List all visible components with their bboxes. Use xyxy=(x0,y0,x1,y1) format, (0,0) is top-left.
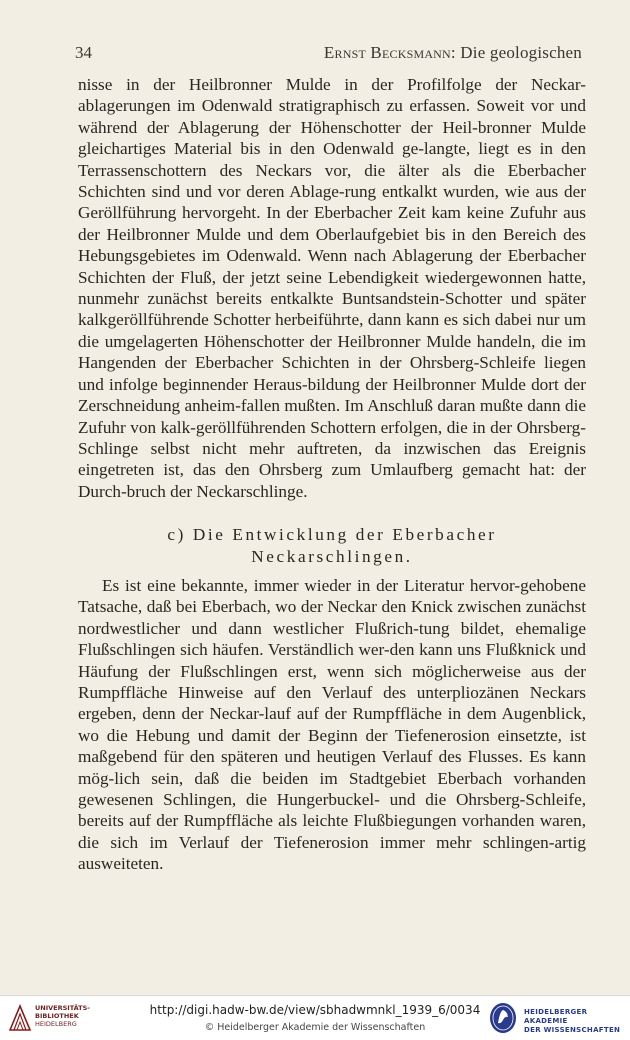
paragraph-continued: nisse in der Heilbronner Mulde in der Profilfolge der Neckar-ablagerungen im Odenwald stratigraphisch zu erfassen. Soweit vor und während der Ablagerung der Höhenschotter der Heil-bronner Mulde gleichartiges Material bis in den Odenwald ge-langte, liegt es in den Terrassenschottern des Neckars vor, die älter als die Eberbacher Schichten sind und vor deren Ablage-rung entkalkt wurden, wie aus der Geröllführung hervorgeht. In der Eberbacher Zeit kam keine Zufuhr aus der Heilbronner Mulde und dem Oberlaufgebiet bis in den Bereich des Hebungsgebietes im Odenwald. Wenn nach Ablagerung der Eberbacher Schichten der Fluß, der jetzt seine Lebendigkeit wiedergewonnen hatte, nunmehr zunächst bereits entkalkte Buntsandstein-Schotter und später kalkgeröllführende Schotter herbeiführte, dann kann es sich dabei nur um die umgelagerten Höhenschotter der Heilbronner Mulde handeln, die im Hangenden der Eberbacher Schichten in der Ohrsberg-Schleife liegen und infolge beginnender Heraus-bildung der Heilbronner Mulde dort der Zerschneidung anheim-fallen mußten. Im Anschluß daran mußte dann die Zufuhr von kalk-geröllführenden Schottern erfolgen, die in der Ohrsberg-Schlinge selbst nicht mehr auftreten, da inzwischen das Ereignis eingetreten ist, das den Ohrsberg zum Umlaufberg gemacht hat: der Durch-bruch der Neckarschlinge. xyxy=(78,75,586,501)
copyright-notice: © Heidelberger Akademie der Wissenschaften xyxy=(204,1022,426,1033)
running-head xyxy=(324,43,582,63)
body-text xyxy=(78,74,586,875)
academy-name: HEIDELBERGER AKADEMIE DER WISSENSCHAFTEN xyxy=(524,1008,621,1034)
running-head-author: Ernst Becksmann xyxy=(323,43,451,62)
viewer-footer xyxy=(0,995,630,1040)
section-heading-line-2: Neckarschlingen. xyxy=(251,546,413,566)
page-number: 34 xyxy=(75,43,92,62)
academy-seal-icon[interactable] xyxy=(488,1001,518,1035)
section-heading-line-1: c) Die Entwicklung der Eberbacher xyxy=(167,525,497,545)
section-heading xyxy=(78,524,586,567)
running-head-title: : Die geologischen xyxy=(450,43,582,62)
document-url-link[interactable]: http://digi.hadw-bw.de/view/sbhadwmnkl_1939_6/0034 xyxy=(149,1003,481,1017)
university-library-name: UNIVERSITÄTS- BIBLIOTHEK HEIDELBERG xyxy=(35,1004,90,1028)
paragraph: Es ist eine bekannte, immer wieder in der Literatur hervor-gehobene Tatsache, daß bei Eberbach, wo der Neckar den Knick zwischen zunächst nordwestlicher und dann westlicher Flußrich-tung bildet, ehemalige Flußschlingen sich häufen. Verständlich wer-den kann uns Flußknick und Häufung der Flußschlingen erst, wenn sich möglicherweise aus der Rumpffläche Hinweise auf den Verlauf des unterpliozänen Neckars ergeben, denn der Neckar-lauf auf der Rumpffläche in dem Augenblick, wo die Hebung und damit der Beginn der Tiefenerosion einsetzte, ist maßgebend für den späteren und heutigen Verlauf des Flusses. Es kann mög-lich sein, daß die beiden im Stadtgebiet Eberbach vorhanden gewesenen Schlingen, die Hungerbuckel- und die Ohrsberg-Schleife, bereits auf der Rumpffläche als leichte Flußbiegungen vorhanden waren, die sich im Verlauf der Tiefenerosion immer mehr schlingen-artig ausweiteten. xyxy=(78,575,586,874)
running-header xyxy=(75,43,582,67)
